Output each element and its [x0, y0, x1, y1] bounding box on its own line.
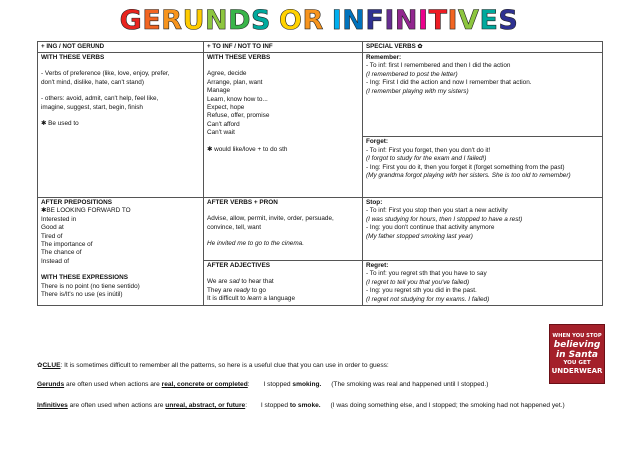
cell-after-prepositions	[38, 198, 204, 306]
cell-line: Tired of	[41, 232, 63, 240]
santa-poster-image	[549, 324, 605, 384]
cell-line: Instead of	[41, 257, 70, 265]
spacer	[41, 112, 200, 120]
poster-line: YOU GET	[563, 359, 591, 366]
header-special-verbs: SPECIAL VERBS ✿	[363, 42, 603, 53]
cell-line: Expect, hope	[207, 104, 245, 112]
flower-icon: ✿	[417, 43, 423, 50]
cell-to-inf-verbs	[204, 53, 363, 198]
spacer	[41, 87, 200, 95]
cell-line: WITH THESE VERBS	[207, 54, 271, 61]
title-letter: E	[142, 5, 162, 36]
title-letter: G	[119, 5, 143, 36]
flower-icon: ✿	[37, 362, 43, 369]
cell-line: There is/It's no use (es inútil)	[41, 291, 123, 299]
title-letter: N	[205, 5, 229, 36]
infinitives-clue: Infinitives are often used when actions are unreal, abstract, or future: I stopped to smoke. (I was doing something else, and I stopped; the smoking had not happened yet.)	[37, 402, 565, 409]
page-title	[0, 4, 638, 38]
cell-line: ✱ Be used to	[41, 120, 79, 128]
title-letter: R	[302, 5, 324, 36]
poster-line: WHEN YOU STOP	[552, 332, 602, 339]
cell-line: There is no point (no tiene sentido)	[41, 282, 140, 290]
cell-line: WITH THESE EXPRESSIONS	[41, 274, 128, 282]
cell-line: The chance of	[41, 249, 82, 257]
cell-stop: Stop: - To inf: First you stop then you start a new activity (I was studying for hours, then I stopped to have a rest) - Ing: you don't continue that activity anymore (My father stopped smoking last year)	[363, 198, 603, 261]
title-letter: R	[161, 5, 183, 36]
cell-line: WITH THESE VERBS	[41, 54, 105, 61]
cell-line: AFTER PREPOSITIONS	[41, 199, 113, 206]
cell-ing-verbs	[38, 53, 204, 198]
title-letter: T	[428, 5, 448, 36]
title-letter: D	[228, 5, 252, 36]
header-to-inf: + TO INF / NOT TO INF	[204, 42, 363, 53]
cell-line: Interested in	[41, 215, 77, 223]
cell-line: Can't afford	[207, 120, 240, 128]
spacer	[41, 62, 200, 70]
header-ing: + ING / NOT GERUND	[38, 42, 204, 53]
title-letter: O	[279, 5, 303, 36]
title-letter: I	[331, 5, 343, 36]
cell-line: Can't wait	[207, 129, 235, 137]
poster-line: UNDERWEAR	[551, 366, 603, 375]
cell-line: Refuse, offer, promise	[207, 112, 270, 120]
cell-after-verbs-pron: AFTER VERBS + PRON Advise, allow, permit, invite, order, persuade, convince, tell, want He invited me to go to the cinema.	[204, 198, 363, 261]
cell-line: Good at	[41, 224, 64, 232]
spacer	[207, 138, 359, 146]
cell-line: imagine, suggest, start, begin, finish	[41, 103, 143, 111]
spacer	[41, 266, 200, 274]
title-letter: I	[447, 5, 459, 36]
cell-line: The importance of	[41, 241, 93, 249]
title-letter: S	[498, 5, 519, 36]
cell-line: ✱ would like/love + to do sth	[207, 145, 288, 153]
cell-line: ✱BE LOOKING FORWARD TO	[41, 207, 131, 215]
poster-line: in Santa	[556, 349, 598, 360]
title-letter: F	[365, 5, 385, 36]
clue-text: ✿CLUE: It is sometimes difficult to remember all the patterns, so here is a useful clue that you can use in order to guess:	[37, 362, 389, 369]
cell-line: don't mind, dislike, hate, can't stand)	[41, 78, 144, 86]
spacer	[207, 62, 359, 70]
cell-forget: Forget: - To inf: First you forget, then you don't do it! (I forgot to study for the exam and I failed!) - Ing: First you do it, then you forget it (forget something from the past) (My grandma forgot playing with her sisters. She is too old to remember)	[363, 137, 603, 198]
cell-line: Arrange, plan, want	[207, 78, 263, 86]
title-letter: I	[418, 5, 429, 36]
cell-line: - others: avoid, admit, can't help, feel like,	[41, 95, 159, 103]
title-letter: U	[182, 5, 206, 36]
title-letter: S	[251, 5, 271, 36]
cell-regret: Regret: - To inf: you regret sth that you have to say (I regret to tell you that you've failed) - Ing: you regret sth you did in the past. (I regret not studying for my exams. I failed)	[363, 261, 603, 306]
grammar-table	[37, 41, 603, 306]
cell-line: Agree, decide	[207, 70, 247, 78]
poster-line: believing	[553, 339, 601, 350]
cell-line: Manage	[207, 87, 231, 95]
cell-after-adjectives: AFTER ADJECTIVES We are sad to hear that They are ready to go It is difficult to learn a language	[204, 261, 363, 306]
title-letter: E	[479, 5, 499, 36]
cell-line: Learn, know how to...	[207, 95, 268, 103]
title-letter: V	[458, 5, 480, 36]
title-letter: I	[384, 5, 395, 36]
title-letter: N	[394, 5, 419, 36]
title-letter: N	[342, 5, 366, 36]
cell-remember: Remember: - To inf: first I remembered and then I did the action (I remembered to post the letter) - Ing: First I did the action and now I remember that action. (I remember playing with my sisters)	[363, 53, 603, 137]
cell-line: - Verbs of preference (like, love, enjoy, prefer,	[41, 70, 170, 78]
gerunds-clue: Gerunds are often used when actions are real, concrete or completed: I stopped smoking. (The smoking was real and happened until I stopped.)	[37, 381, 489, 388]
